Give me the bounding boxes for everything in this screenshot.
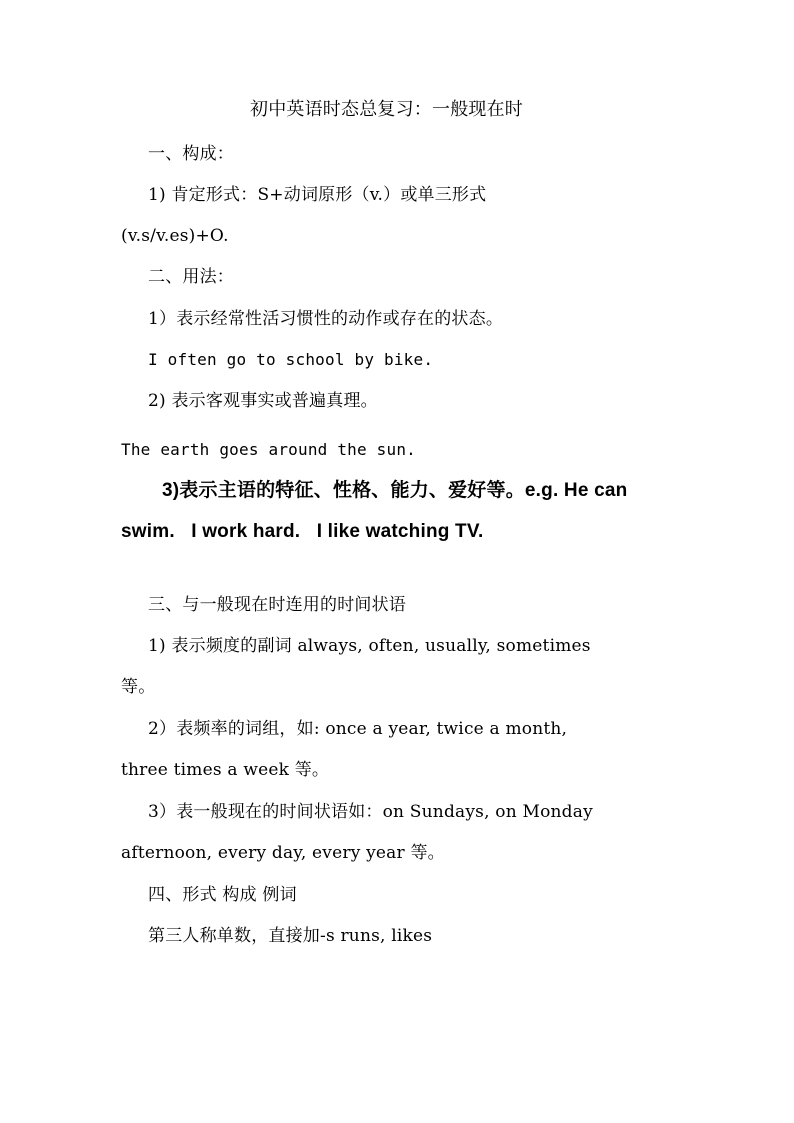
section-2-item-1: 1）表示经常性活习惯性的动作或存在的状态。 [148, 309, 504, 329]
section-2-item-2: 2) 表示客观事实或普遍真理。 [148, 391, 378, 411]
section-3-item-2-line-2: three times a week 等。 [121, 760, 330, 780]
section-4-row-1: 第三人称单数，直接加-s runs, likes [148, 926, 433, 946]
section-2-item-1-example: I often go to school by bike. [148, 350, 434, 369]
page-title: 初中英语时态总复习：一般现在时 [250, 99, 523, 120]
section-2-item-3-line-1: 3)表示主语的特征、性格、能力、爱好等。e.g. He can [162, 480, 628, 501]
section-3-item-1-line-2: 等。 [121, 677, 156, 697]
section-1-item-1-line-1: 1) 肯定形式：S+动词原形（v.）或单三形式 [148, 185, 487, 205]
section-4-heading: 四、形式 构成 例词 [148, 885, 297, 905]
section-3-item-2-line-1: 2）表频率的词组，如: once a year, twice a month, [148, 719, 568, 739]
section-1-heading: 一、构成： [148, 144, 234, 164]
section-3-item-3-line-1: 3）表一般现在的时间状语如：on Sundays, on Monday [148, 802, 593, 822]
section-3-heading: 三、与一般现在时连用的时间状语 [148, 595, 406, 615]
section-3-item-3-line-2: afternoon, every day, every year 等。 [121, 843, 445, 863]
section-2-item-3-line-2: swim. I work hard. I like watching TV. [121, 521, 484, 542]
section-2-heading: 二、用法： [148, 267, 234, 287]
section-2-item-2-example: The earth goes around the sun. [121, 440, 416, 459]
section-3-item-1-line-1: 1) 表示频度的副词 always, often, usually, sometimes [148, 636, 591, 656]
section-1-item-1-line-2: (v.s/v.es)+O. [121, 226, 229, 246]
